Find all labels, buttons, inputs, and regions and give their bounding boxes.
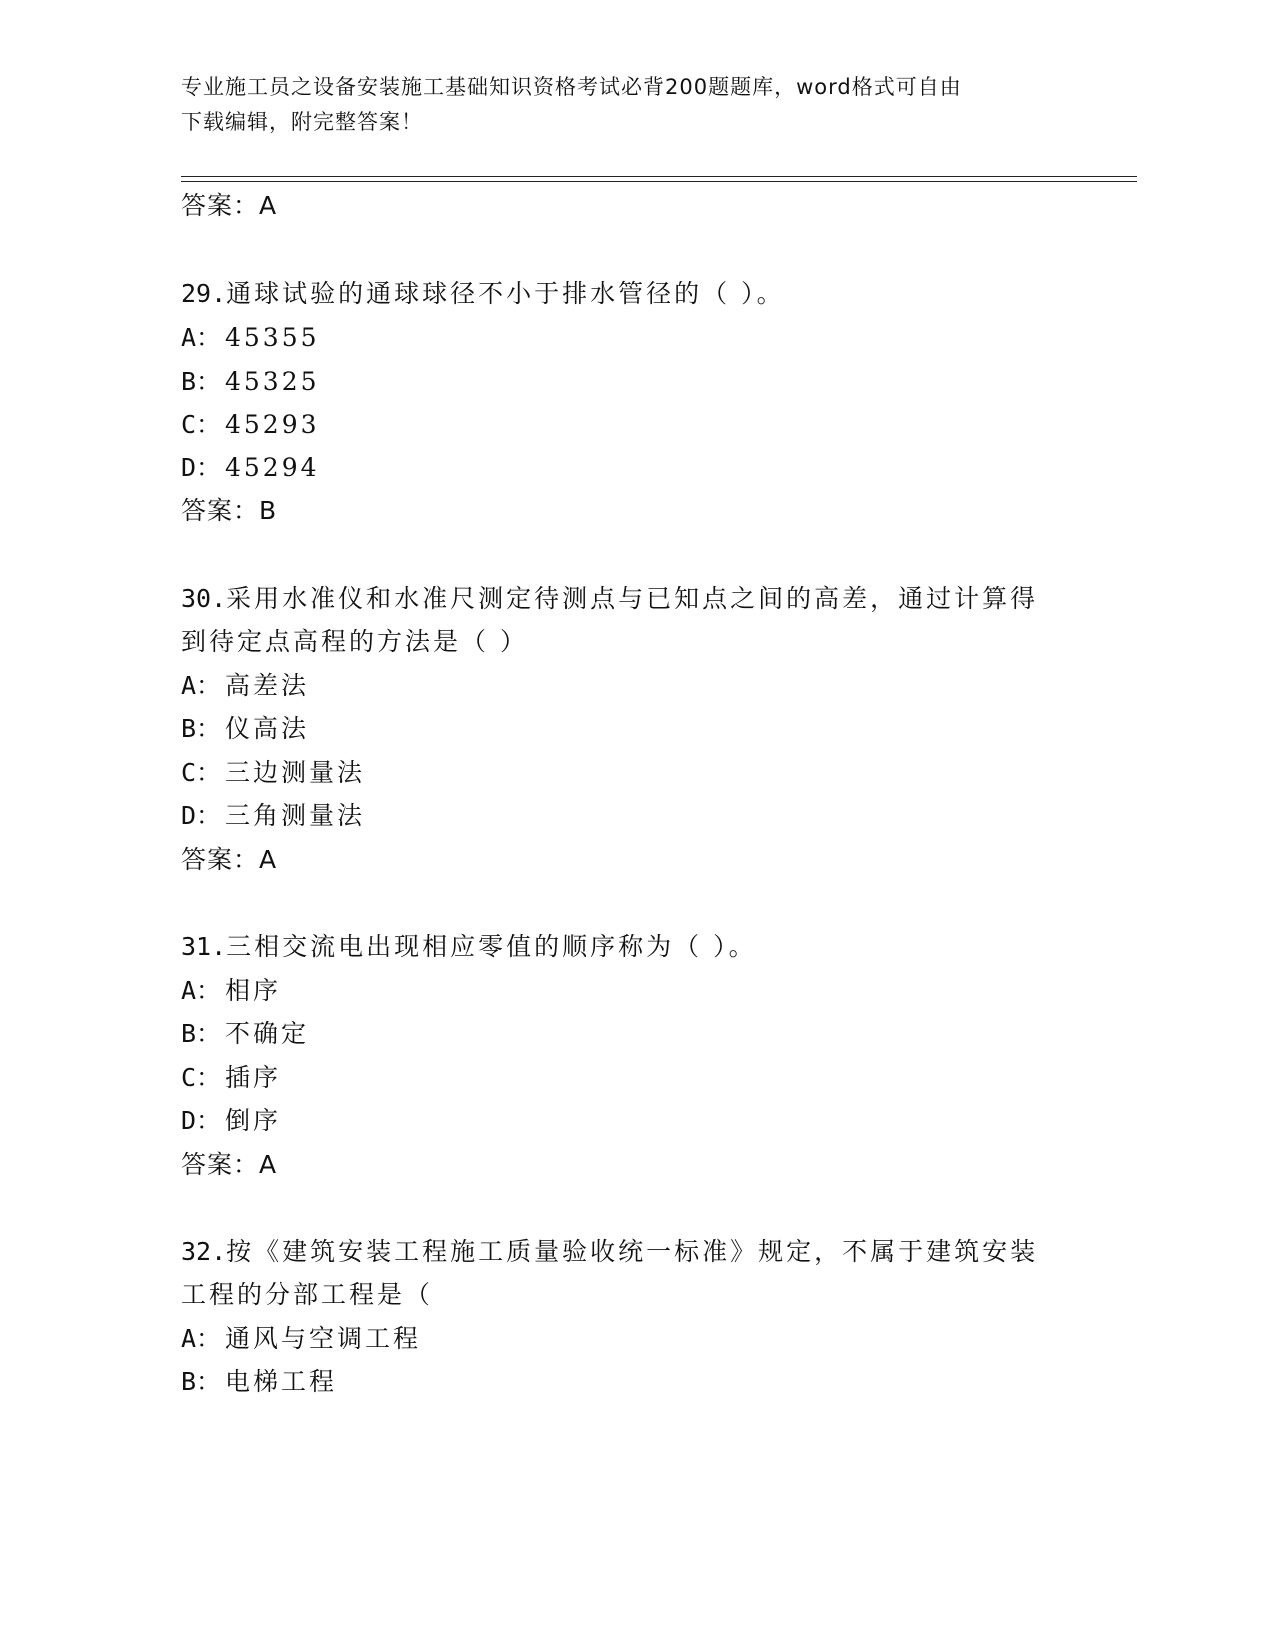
question-text: 三相交流电出现相应零值的顺序称为（ ）。 bbox=[226, 932, 757, 961]
previous-answer: 答案：A bbox=[181, 191, 278, 220]
question-30-answer: 答案：A bbox=[181, 845, 278, 874]
question-text: 采用水准仪和水准尺测定待测点与已知点之间的高差，通过计算得 bbox=[226, 584, 1039, 613]
header-line-1: 专业施工员之设备安装施工基础知识资格考试必背200题题库，word格式可自由 bbox=[181, 75, 962, 99]
question-30-stem-line-1 bbox=[181, 579, 1038, 615]
option-letter: B： bbox=[181, 1367, 222, 1396]
option-letter: B： bbox=[181, 367, 222, 396]
question-29-answer: 答案：B bbox=[181, 496, 278, 525]
option-text: 相序 bbox=[225, 976, 282, 1005]
question-32-stem-line-2: 工程的分部工程是（ bbox=[181, 1280, 434, 1309]
option-text: 电梯工程 bbox=[225, 1367, 338, 1396]
option-text: 倒序 bbox=[225, 1106, 282, 1135]
question-31-option-a bbox=[181, 971, 281, 1007]
question-29-option-b bbox=[181, 362, 320, 398]
option-text: 45355 bbox=[225, 323, 320, 352]
option-letter: B： bbox=[181, 714, 222, 743]
header-divider-top bbox=[181, 176, 1137, 177]
option-letter: C： bbox=[181, 758, 222, 787]
question-32-option-a bbox=[181, 1319, 421, 1355]
question-number: 32. bbox=[181, 1237, 227, 1266]
document-header bbox=[181, 70, 1081, 140]
question-number: 29. bbox=[181, 279, 227, 308]
question-number: 31. bbox=[181, 932, 227, 961]
question-number: 30. bbox=[181, 584, 227, 613]
option-letter: D： bbox=[181, 453, 222, 482]
question-29-option-d bbox=[181, 448, 320, 484]
option-text: 45293 bbox=[225, 410, 320, 439]
option-letter: A： bbox=[181, 1324, 222, 1353]
question-text: 按《建筑安装工程施工质量验收统一标准》规定，不属于建筑安装 bbox=[226, 1237, 1039, 1266]
question-30-stem-line-2: 到待定点高程的方法是（ ） bbox=[181, 627, 528, 656]
question-30-option-c bbox=[181, 753, 365, 789]
question-31-option-d bbox=[181, 1101, 281, 1137]
question-31-option-c bbox=[181, 1058, 281, 1094]
option-letter: B： bbox=[181, 1019, 222, 1048]
option-text: 高差法 bbox=[225, 671, 310, 700]
option-text: 45294 bbox=[225, 453, 320, 482]
question-30-option-b bbox=[181, 709, 309, 745]
question-32-stem-line-1 bbox=[181, 1232, 1038, 1268]
option-text: 通风与空调工程 bbox=[225, 1324, 422, 1353]
question-29-stem bbox=[181, 274, 785, 310]
question-32-option-b bbox=[181, 1362, 337, 1398]
option-letter: D： bbox=[181, 1106, 222, 1135]
question-31-stem bbox=[181, 927, 757, 963]
question-29-option-a bbox=[181, 318, 320, 354]
option-letter: C： bbox=[181, 410, 222, 439]
option-text: 不确定 bbox=[225, 1019, 310, 1048]
option-letter: A： bbox=[181, 671, 222, 700]
option-text: 三边测量法 bbox=[225, 758, 366, 787]
header-line-2: 下载编辑，附完整答案！ bbox=[181, 110, 423, 134]
question-30-option-a bbox=[181, 666, 309, 702]
question-30-option-d bbox=[181, 796, 365, 832]
option-letter: C： bbox=[181, 1063, 222, 1092]
question-29-option-c bbox=[181, 405, 320, 441]
question-text: 通球试验的通球球径不小于排水管径的（ ）。 bbox=[226, 279, 785, 308]
option-letter: D： bbox=[181, 801, 222, 830]
option-text: 插序 bbox=[225, 1063, 282, 1092]
option-text: 三角测量法 bbox=[225, 801, 366, 830]
option-letter: A： bbox=[181, 976, 222, 1005]
question-31-option-b bbox=[181, 1014, 309, 1050]
header-divider-bottom bbox=[181, 181, 1137, 182]
option-letter: A： bbox=[181, 323, 222, 352]
option-text: 45325 bbox=[225, 367, 320, 396]
question-31-answer: 答案：A bbox=[181, 1150, 278, 1179]
option-text: 仪高法 bbox=[225, 714, 310, 743]
